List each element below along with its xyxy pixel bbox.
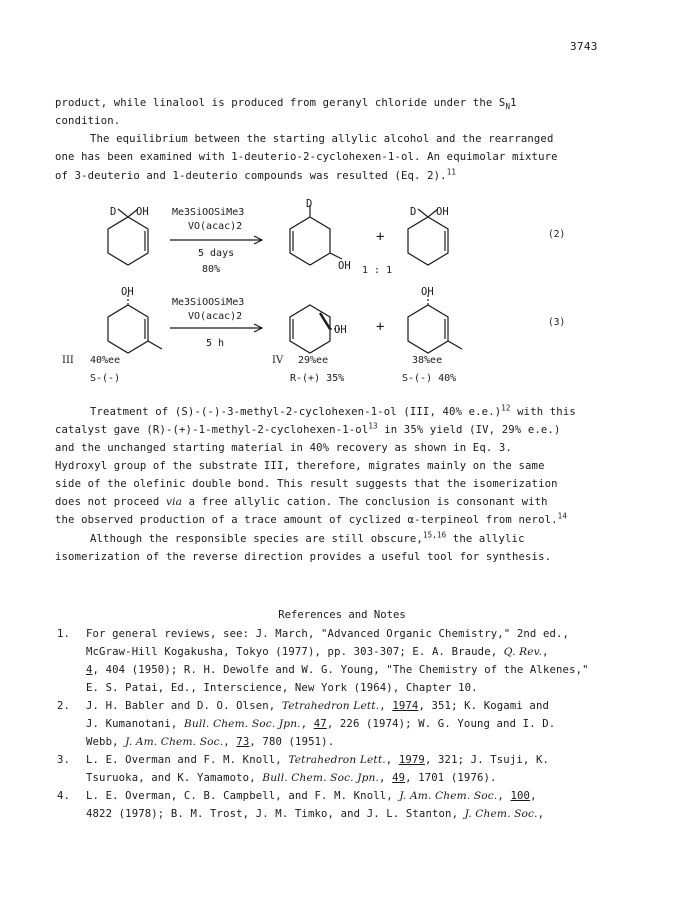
- eq3-p1-OH: OH: [334, 324, 347, 336]
- paragraph3-line8: Although the responsible species are still obscure,$^{15,16}$ the allylic: [90, 530, 525, 545]
- eq2-p2-OH: OH: [436, 206, 449, 218]
- eq2-catalyst: VO(acac)2: [188, 221, 243, 232]
- ref1-line2: McGraw-Hill Kogakusha, Tokyo (1977), pp. 303-307; E. A. Braude, Q. Rev.,: [86, 646, 549, 658]
- eq2-p1-OH: OH: [338, 260, 351, 272]
- paragraph3-line3: and the unchanged starting material in 40% recovery as shown in Eq. 3.: [55, 442, 512, 454]
- paragraph2-line3: of 3-deuterio and 1-deuterio compounds was resulted (Eq. 2).$^{11}$: [55, 167, 457, 182]
- eq3-p2-OH: OH: [421, 286, 434, 298]
- ref2-line1: J. H. Babler and D. O. Olsen, Tetrahedron Lett., 1974, 351; K. Kogami and: [86, 700, 549, 712]
- reaction-schemes: [0, 195, 684, 395]
- eq2-p1-ring: [290, 217, 330, 265]
- paragraph3-line4: Hydroxyl group of the substrate III, therefore, migrates mainly on the same: [55, 460, 545, 472]
- paragraph3-line9: isomerization of the reverse direction provides a useful tool for synthesis.: [55, 551, 552, 563]
- compound-IV-label: IV: [272, 355, 284, 366]
- paragraph3-line7: the observed production of a trace amount of cyclized α-terpineol from nerol.$^{14}$: [55, 511, 567, 526]
- ref2-line2: J. Kumanotani, Bull. Chem. Soc. Jpn., 47, 226 (1974); W. G. Young and I. D.: [86, 718, 556, 730]
- paragraph3-line6: does not proceed via a free allylic cation. The conclusion is consonant with: [55, 496, 548, 508]
- product2-config: S-(-) 40%: [402, 373, 457, 384]
- compound-III-label: III: [62, 355, 74, 366]
- ref4-line1: L. E. Overman, C. B. Campbell, and F. M. Knoll, J. Am. Chem. Soc., 100,: [86, 790, 537, 802]
- ref3-number: 3.: [57, 754, 71, 766]
- eq2-sm-ring: [108, 217, 148, 265]
- ref1-line1: For general reviews, see: J. March, "Advanced Organic Chemistry," 2nd ed.,: [86, 628, 570, 640]
- eq3-p2-ring: [408, 305, 448, 353]
- eq3-reagent: Me3SiOOSiMe3: [172, 297, 245, 308]
- eq2-ratio: 1 : 1: [362, 265, 393, 276]
- eq3-plus: +: [376, 319, 385, 335]
- paragraph1-line2: condition.: [55, 115, 121, 127]
- paragraph3-line1: Treatment of (S)-(-)-3-methyl-2-cyclohexen-1-ol (III, 40% e.e.)$^{12}$ with this: [90, 403, 576, 418]
- eq3-label: (3): [548, 317, 566, 328]
- eq3-sm-OH: OH: [121, 286, 134, 298]
- eq2-p2-D: D: [410, 206, 417, 218]
- eq3-time: 5 h: [206, 338, 225, 349]
- compound-III-ee: 40%ee: [90, 355, 121, 366]
- eq2-plus: +: [376, 229, 385, 245]
- paragraph3-line2: catalyst gave $(R)-(+)-1-methyl-2-cyclohexen-1-ol^{13}$ in 35% yield (IV, 29% e.e.): [55, 421, 561, 436]
- ref2-line3: Webb, J. Am. Chem. Soc., 73, 780 (1951).: [86, 736, 335, 748]
- eq2-sm-D: D: [110, 206, 117, 218]
- ref4-number: 4.: [57, 790, 71, 802]
- page-number: 3743: [570, 40, 598, 53]
- eq3-p1-ring: [290, 305, 330, 353]
- eq2-p1-D: D: [306, 198, 313, 210]
- ref3-line1: L. E. Overman and F. M. Knoll, Tetrahedron Lett., 1979, 321; J. Tsuji, K.: [86, 754, 550, 766]
- paragraph3-line5: side of the olefinic double bond. This result suggests that the isomerization: [55, 478, 558, 490]
- compound-IV-config: R-(+) 35%: [290, 373, 345, 384]
- references-heading: References and Notes: [278, 609, 406, 621]
- eq2-reagent: Me3SiOOSiMe3: [172, 207, 245, 218]
- product2-ee: 38%ee: [412, 355, 443, 366]
- eq2-yield: 80%: [202, 264, 221, 275]
- ref3-line2: Tsuruoka, and K. Yamamoto, Bull. Chem. Soc. Jpn., 49, 1701 (1976).: [86, 772, 497, 784]
- ref1-line3: 4, 404 (1950); R. H. Dewolfe and W. G. Young, "The Chemistry of the Alkenes,": [86, 664, 589, 676]
- compound-IV-ee: 29%ee: [298, 355, 329, 366]
- eq3-sm-ring: [108, 305, 148, 353]
- paragraph1-line1: product, while linalool is produced from geranyl chloride under the $S_N1$: [55, 97, 517, 112]
- paragraph2-line2: one has been examined with 1-deuterio-2-cyclohexen-1-ol. An equimolar mixture: [55, 151, 558, 163]
- eq2-time: 5 days: [198, 248, 235, 259]
- ref1-number: 1.: [57, 628, 71, 640]
- ref2-number: 2.: [57, 700, 71, 712]
- eq2-p2-ring: [408, 217, 448, 265]
- ref1-line4: E. S. Patai, Ed., Interscience, New York (1964), Chapter 10.: [86, 682, 478, 694]
- compound-III-config: S-(-): [90, 373, 121, 384]
- ref4-line2: 4822 (1978); B. M. Trost, J. M. Timko, and J. L. Stanton, J. Chem. Soc.,: [86, 808, 545, 820]
- eq2-label: (2): [548, 229, 566, 240]
- eq2-sm-OH: OH: [136, 206, 149, 218]
- paragraph2-line1: The equilibrium between the starting allylic alcohol and the rearranged: [90, 133, 554, 145]
- eq3-catalyst: VO(acac)2: [188, 311, 243, 322]
